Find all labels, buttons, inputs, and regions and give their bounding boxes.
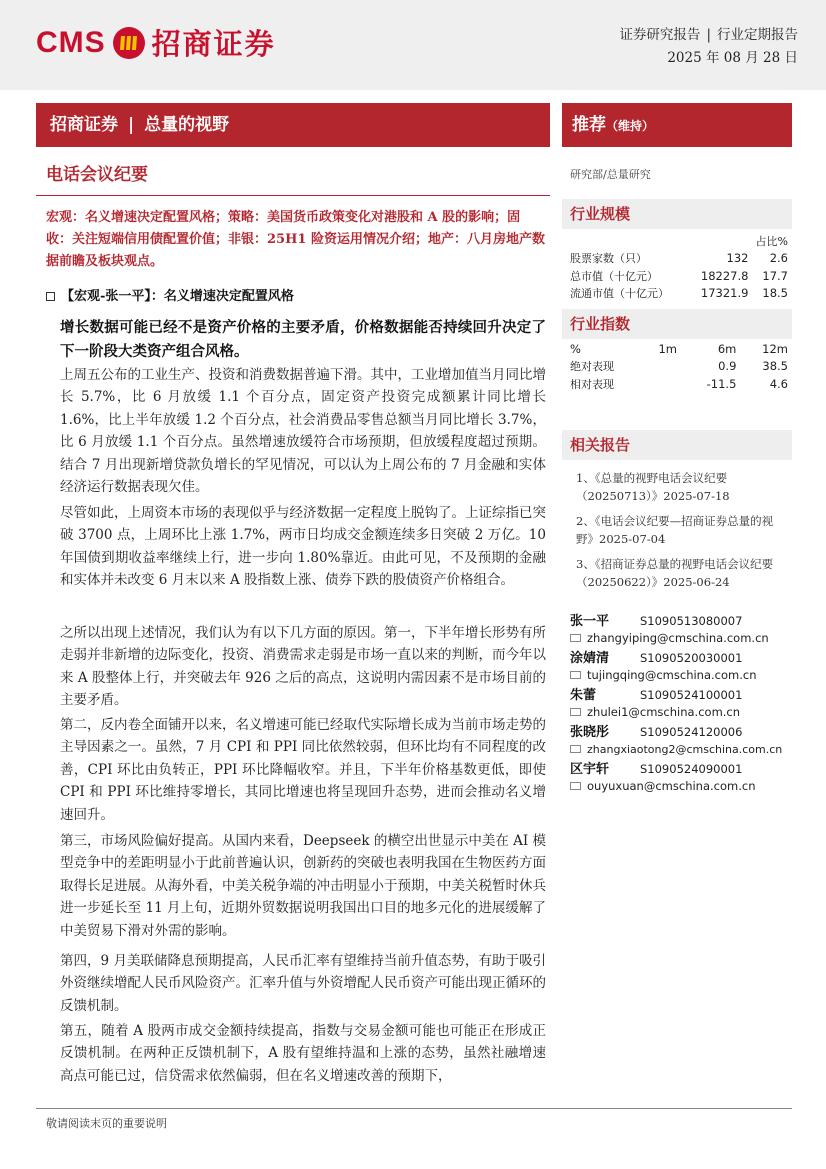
analyst-name: 区宇轩 [570,762,610,777]
index-value-1m [640,375,677,393]
logo-mark-icon [112,26,146,60]
checkbox-square-icon [46,292,55,301]
body-paragraph: 之所以出现上述情况，我们认为有以下几方面的原因。第一，下半年增长形势有所走弱并非新增的边际变化，投资、消费需求走弱是市场一直以来的判断，而今年以来 A 股整体上行，并突破去年 926 之后的高点，这说明内需因素不是市场目前的主要矛盾。 [60,625,546,709]
department-label: 研究部/总量研究 [570,168,651,181]
analyst-license: S1090524090001 [640,762,743,776]
scale-value: 18227.8 [700,268,749,283]
table-row [570,375,788,393]
scale-label: 流通市值（十亿元） [570,287,669,301]
section-heading-text: 【宏观-张一平】：名义增速决定配置风格 [61,289,294,304]
page-title: 电话会议纪要 [46,165,148,185]
analyst-entry [570,721,792,758]
body-paragraph: 第四，9 月美联储降息预期提高，人民币汇率有望维持当前升值态势，有助于吸引外资继续增配人民币风险资产。汇率升值与外资增配人民币资产可能出现正循环的反馈机制。 [60,953,546,1014]
body-paragraph: 第三，市场风险偏好提高。从国内来看，Deepseek 的横空出世显示中美在 AI 模型竞争中的差距明显小于此前普遍认识，创新药的突破也表明我国在生物医药方面取得长足进展。从海外看，中美关税争端的冲击明显小于预期，中美关税暂时休兵进一步延长至 11 月上旬，近期外贸数据说明我国出口目的地多元化的进展缓解了中美贸易下滑对外需的影响。 [60,833,546,939]
industry-index-table [570,340,788,393]
index-value-12m: 38.5 [762,359,788,374]
analyst-entry [570,684,792,721]
index-header-cell: 12m [762,341,788,356]
scale-share: 18.5 [762,286,788,301]
lead-paragraph: 增长数据可能已经不是资产价格的主要矛盾，价格数据能否持续回升决定了下一阶段大类资产组合风格。 [60,319,546,360]
table-row [570,250,788,268]
analyst-email[interactable]: zhangyiping@cmschina.com.cn [587,631,769,645]
table-row [570,340,788,358]
table-row [570,267,788,285]
index-value-6m: 0.9 [718,359,737,374]
scale-value: 17321.9 [700,286,749,301]
scale-value: 132 [726,251,749,266]
scale-share: 2.6 [769,251,788,266]
scale-share: 17.7 [762,268,788,283]
index-header-cell: % [570,341,581,356]
analyst-entry [570,758,792,795]
related-report-link[interactable]: 3、《招商证券总量的视野电话会议纪要（20250622）》2025-06-24 [576,557,774,589]
share-header: 占比% [755,234,788,248]
analyst-email[interactable]: zhangxiaotong2@cmschina.com.cn [587,742,783,756]
table-row [570,232,788,250]
rating-note: （维持） [606,119,655,133]
related-report-link[interactable]: 2、《电话会议纪要—招商证券总量的视野》2025-07-04 [576,514,774,546]
mail-icon [570,745,581,753]
footer-divider [36,1108,792,1109]
rating-banner [562,103,792,147]
index-header-cell: 6m [717,341,737,356]
index-value-6m: -11.5 [706,376,737,391]
analyst-name: 张晓彤 [570,725,610,740]
related-report-link[interactable]: 1、《总量的视野电话会议纪要（20250713）》2025-07-18 [576,471,730,503]
mail-icon [570,634,581,642]
index-value-12m: 4.6 [769,376,788,391]
body-paragraph: 第五，随着 A 股两市成交金额持续提高，指数与交易金额可能也可能正在形成正反馈机制。在两种正反馈机制下，A 股有望维持温和上涨的态势，虽然社融增速高点可能已过，信贷需求依然偏弱，但在名义增速改善的预期下， [60,1023,546,1084]
related-reports-list [576,470,790,599]
index-label: 相对表现 [570,377,614,391]
banner-column: 总量的视野 [144,115,230,135]
body-paragraph: 尽管如此，上周资本市场的表现似乎与经济数据一定程度上脱钩了。上证综指已突破 3700 点，上周环比上涨 1.7%，两市日均成交金额连续多日突破 2 万亿。10 年国债到期收益率继续上行，进一步向 1.80%靠近。由此可见，不及预期的金融和实体并未改变 6 月末以来 A 股指数上涨、债券下跌的股债资产价格组合。 [60,505,546,589]
scale-label: 总市值（十亿元） [570,269,658,283]
analyst-email[interactable]: tujingqing@cmschina.com.cn [587,668,757,682]
report-sub: 行业定期报告 [717,27,798,43]
index-header-cell: 1m [658,341,677,356]
analyst-entry [570,610,792,647]
report-meta [619,24,798,70]
body-paragraph: 第二，反内卷全面铺开以来，名义增速可能已经取代实际增长成为当前市场走势的主导因素之一。虽然，7 月 CPI 和 PPI 同比依然较弱，但环比均有不同程度的改善，CPI 环比由负转正，PPI 环比降幅收窄。并且，下半年价格基数更低，即使 CPI 和 PPI 环比维持零增长，其同比增速也将呈现回升态势，进而会推动名义增速回升。 [60,717,546,823]
report-date: 2025 年 08 月 28 日 [667,50,798,66]
rating-label: 推荐 [572,115,606,135]
cms-logo [36,22,276,63]
analyst-entry [570,647,792,684]
title-underline [36,195,550,196]
banner-org: 招商证券 [50,115,118,135]
index-value-1m [640,358,677,376]
analyst-license: S1090520030001 [640,651,743,665]
column-banner [36,103,550,147]
analyst-name: 朱蕾 [570,688,597,703]
analyst-license: S1090524100001 [640,688,743,702]
industry-scale-heading: 行业规模 [562,199,792,229]
table-row [570,285,788,303]
report-type: 证券研究报告 [619,27,701,43]
summary-text: 宏观：名义增速决定配置风格；策略：美国货币政策变化对港股和 A 股的影响；固收：关注短端信用债配置价值；非银：25H1 险资运用情况介绍；地产：八月房地产数据前瞻及板块观点。 [46,210,545,269]
analyst-license: S1090524120006 [640,725,743,739]
logo-chinese: 招商证券 [151,27,276,61]
index-label: 绝对表现 [570,360,614,374]
analyst-list [570,610,792,795]
industry-scale-table [570,232,788,302]
divider: | [706,27,711,43]
analyst-name: 张一平 [570,614,610,629]
industry-index-heading: 行业指数 [562,309,792,339]
analyst-email[interactable]: zhulei1@cmschina.com.cn [587,705,741,719]
body-paragraph: 上周五公布的工业生产、投资和消费数据普遍下滑。其中，工业增加值当月同比增长 5.7%，比 6 月放缓 1.1 个百分点，固定资产投资完成额累计同比增长 1.6%，比上半年放缓 1.2 个百分点，社会消费品零售总额当月同比增长 3.7%，比 6 月放缓 1.1 个百分点。虽然增速放缓符合市场预期，但放缓程度超过预期。结合 7 月出现新增贷款负增长的罕见情况，可以认为上周公布的 7 月金融和实体经济运行数据表现欠佳。 [60,367,546,496]
logo-latin: CMS [36,25,106,59]
analyst-name: 涂婧清 [570,651,610,666]
section-heading [46,285,294,304]
mail-icon [570,708,581,716]
mail-icon [570,671,581,679]
divider: | [128,115,135,135]
related-reports-heading: 相关报告 [562,430,792,460]
footer-note: 敬请阅读末页的重要说明 [46,1117,167,1130]
analyst-email[interactable]: ouyuxuan@cmschina.com.cn [587,779,756,793]
scale-label: 股票家数（只） [570,252,647,266]
mail-icon [570,782,581,790]
table-row [570,358,788,376]
analyst-license: S1090513080007 [640,614,743,628]
